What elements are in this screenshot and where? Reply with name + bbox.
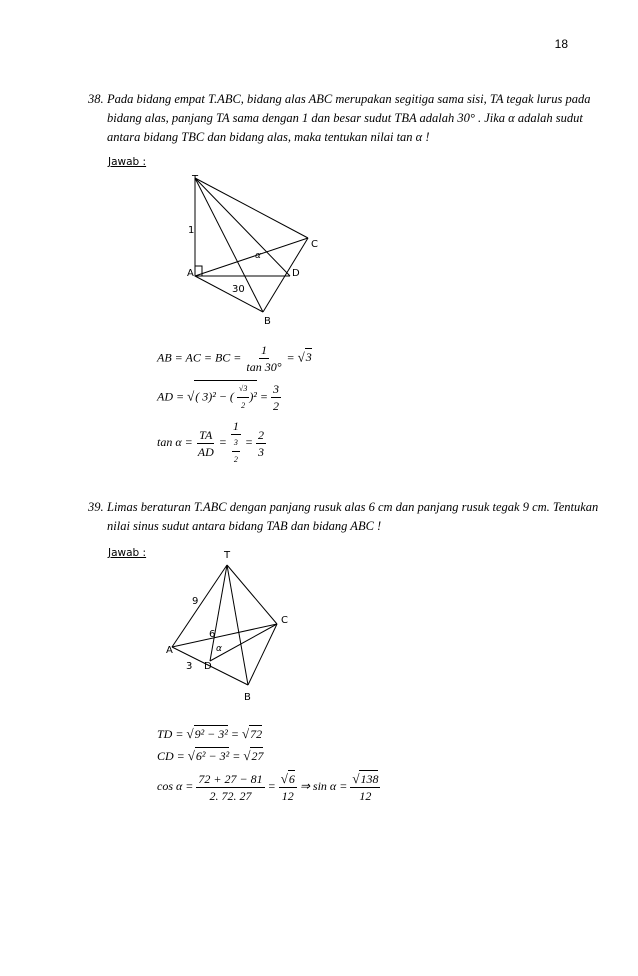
label-three: 3	[186, 661, 193, 672]
problem-text: Limas beraturan T.ABC dengan panjang rusuk alas 6 cm dan panjang rusuk tegak 9 cm. Tentukan nilai sinus sudut antara bidang TAB dan bidang ABC !	[107, 500, 599, 533]
label-D: D	[204, 661, 212, 672]
label-A: A	[187, 268, 194, 279]
label-nine: 9	[192, 596, 199, 607]
label-C: C	[281, 615, 288, 626]
edge-AC	[172, 624, 277, 647]
edge-AB	[195, 276, 263, 312]
equation-38-line3: tan α = $\frac{TA}{AD}$ = $\frac{1}{\frac{3}{2}}$ = $\frac{2}{3}$	[157, 419, 264, 464]
label-one: 1	[188, 225, 195, 236]
label-alpha: α	[216, 644, 222, 654]
problem-39	[88, 498, 608, 536]
edge-TD	[195, 178, 290, 276]
equation-39-line3: cos α = $\frac{72 + 27 - 81}{2. 72. 27}$ = $\frac{√6}{12}$ ⇒ sin α = $\frac{√138}{12}$	[157, 771, 379, 803]
page-number: 18	[554, 37, 568, 51]
edge-TA	[172, 565, 227, 647]
edge-TB	[195, 178, 263, 312]
label-six: 6	[209, 629, 216, 640]
edge-TB	[227, 565, 248, 685]
label-alpha: α	[255, 251, 261, 261]
figure-39	[160, 545, 310, 707]
label-C: C	[311, 239, 318, 250]
edge-CB	[248, 624, 277, 685]
equation-39-line2: CD = √6² − 3² = √27	[157, 748, 264, 763]
edge-TC	[227, 565, 277, 624]
equation-39-line1: TD = √9² − 3² = √72	[157, 726, 263, 741]
figure-38	[180, 172, 340, 327]
label-thirty: 30	[232, 284, 245, 295]
equation-38-line2: AD = √( 3)² − ( $\frac{√3}{2}$ )² = $\frac{3}{2}$	[157, 382, 280, 413]
answer-label: Jawab :	[108, 156, 147, 168]
problem-number: 39.	[88, 500, 104, 514]
label-T: T	[192, 174, 199, 185]
edge-TC	[195, 178, 308, 238]
label-T: T	[224, 550, 231, 561]
edge-DC	[210, 624, 277, 661]
label-D: D	[292, 268, 300, 279]
problem-38	[88, 90, 608, 147]
label-B: B	[264, 316, 271, 327]
label-A: A	[166, 645, 173, 656]
label-B: B	[244, 692, 251, 703]
answer-label: Jawab :	[108, 547, 147, 559]
equation-38-line1: AB = AC = BC = $\frac{1}{\tan 30^\circ}$ = √3	[157, 343, 312, 374]
problem-text: Pada bidang empat T.ABC, bidang alas ABC merupakan segitiga sama sisi, TA tegak lurus pada bidang alas, panjang TA sama dengan 1 dan besar sudut TBA adalah 30° . Jika α adalah sudut antara bidang TBC dan bidang alas, maka tentukan nilai tan α !	[107, 92, 591, 144]
problem-number: 38.	[88, 92, 104, 106]
edge-CB	[263, 238, 308, 312]
